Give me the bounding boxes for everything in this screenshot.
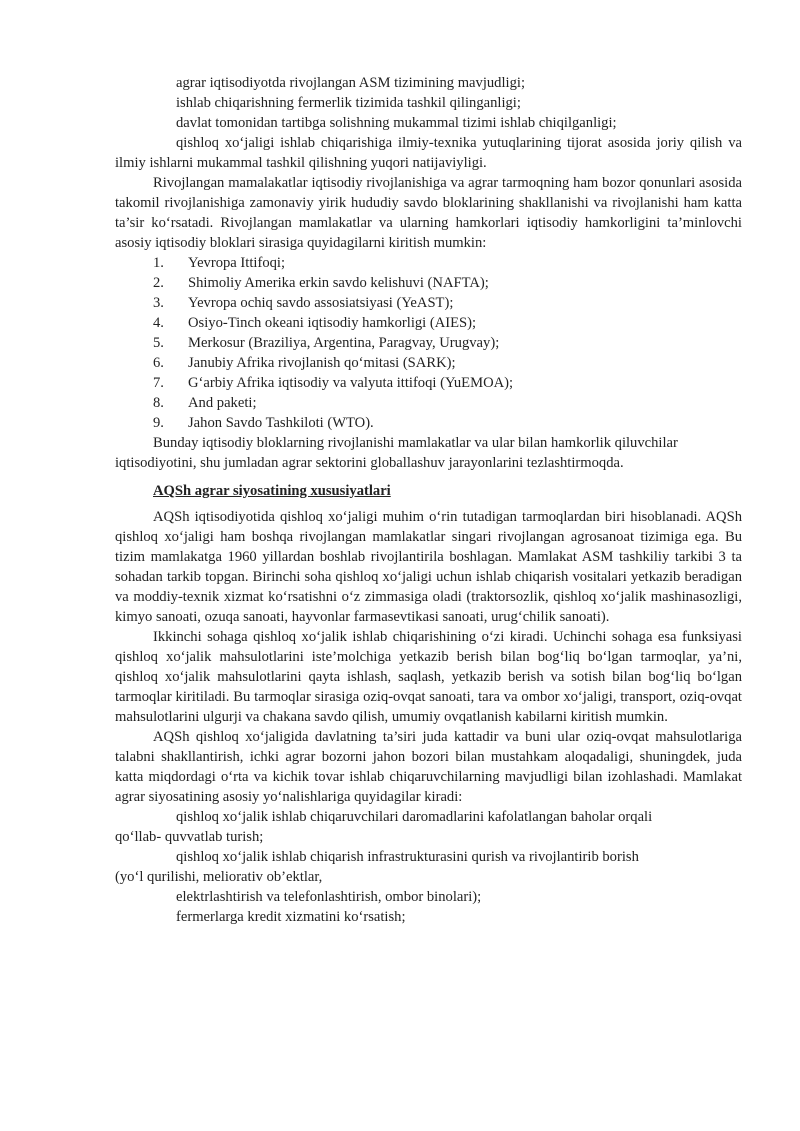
document-body [115, 73, 742, 927]
blocks-summary: Bunday iqtisodiy bloklarning rivojlanishi mamlakatlar va ular bilan hamkorlik qiluvchilar iqtisodiyotini, shu jumladan agrar sektorini globallashuv jarayonlarini tezlashtirmoqda. [115, 435, 678, 471]
section-paragraph: AQSh iqtisodiyotida qishloq xo‘jaligi muhim o‘rin tutadigan tarmoqlardan biri hisoblanadi. AQSh qishloq xo‘jaligi ham boshqa rivojlangan mamlakatlar singari rivojlangan agrosanoat tizimiga ega. Bu tizim mamlakatga 1960 yillardan boshlab rivojlantirila boshlagan. Mamlakat ASM tashkiliy tarkibi 3 ta sohadan tarkib topgan. Birinchi soha qishloq xo‘jaligi uchun ishlab chiqarish vositalari yetkazib beradigan va moddiy-texnik xizmat ko‘rsatishni o‘z zimmasiga oladi (traktorsozlik, qishloq xo‘jalik mashinasozligi, kimyo sanoati, ozuqa sanoati, hayvonlar farmasevtikasi sanoati, urug‘chilik sanoati). [115, 509, 742, 625]
list-text: Janubiy Afrika rivojlanish qo‘mitasi (SARK); [188, 355, 456, 371]
list-text: Merkosur (Braziliya, Argentina, Paragvay, Urugvay); [188, 335, 500, 351]
list-text: G‘arbiy Afrika iqtisodiy va valyuta ittifoqi (YuEMOA); [188, 375, 514, 391]
bullet-item: qishloq xo‘jaligi ishlab chiqarishiga ilmiy-texnika yutuqlarining tijorat asosida joriy qilish va ilmiy ishlarni mukammal tashkil qilishning yuqori natijaviyligi. [115, 135, 742, 171]
list-item [115, 333, 742, 353]
list-item [115, 373, 742, 393]
list-text: Shimoliy Amerika erkin savdo kelishuvi (NAFTA); [188, 275, 489, 291]
list-text: Jahon Savdo Tashkiloti (WTO). [188, 415, 374, 431]
policy-item: qishloq xo‘jalik ishlab chiqarish infrastrukturasini qurish va rivojlantirib borish [176, 849, 639, 865]
list-item [115, 353, 742, 373]
list-number: 7. [153, 375, 164, 391]
economic-blocks-list [115, 253, 742, 433]
section-paragraph: AQSh qishloq xo‘jaligida davlatning ta’siri juda kattadir va buni ular oziq-ovqat mahsulotlariga talabni shakllantirish, ichki agrar bozorni jahon bozori bilan mustahkam aloqadaligi, shuningdek, juda katta miqdordagi o‘rta va kichik tovar ishlab chiqaruvchilarning mavjudligi bilan izohlashadi. Mamlakat agrar siyosatining asosiy yo‘nalishlariga quyidagilar kiradi: [115, 729, 742, 805]
list-item [115, 273, 742, 293]
list-number: 6. [153, 355, 164, 371]
list-text: And paketi; [188, 395, 257, 411]
list-item [115, 293, 742, 313]
policy-item: elektrlashtirish va telefonlashtirish, ombor binolari); [176, 889, 482, 905]
policy-item-continuation: qo‘llab- quvvatlab turish; [115, 829, 264, 845]
list-item [115, 393, 742, 413]
list-number: 3. [153, 295, 164, 311]
list-number: 9. [153, 415, 164, 431]
bullet-item: agrar iqtisodiyotda rivojlangan ASM tizimining mavjudligi; [176, 75, 525, 91]
bullet-item: ishlab chiqarishning fermerlik tizimida tashkil qilinganligi; [176, 95, 521, 111]
list-item [115, 313, 742, 333]
list-item [115, 413, 742, 433]
list-item [115, 253, 742, 273]
list-number: 1. [153, 255, 164, 271]
list-text: Yevropa Ittifoqi; [188, 255, 286, 271]
list-number: 2. [153, 275, 164, 291]
section-paragraph: Ikkinchi sohaga qishloq xo‘jalik ishlab chiqarishining o‘zi kiradi. Uchinchi sohaga esa funksiyasi qishloq xo‘jalik mahsulotlarini iste’molchiga yetkazib berish bilan bog‘liq bo‘lgan tarmoqlar, ya’ni, qishloq xo‘jalik mahsulotlarini qayta ishlash, saqlash, yetkazib berish va sotish bilan bog‘liq bo‘lgan tarmoqlar kiritiladi. Bu tarmoqlar sirasiga oziq-ovqat sanoati, tara va ombor xo‘jaligi, transport, oziq-ovqat mahsulotlarini ulgurji va chakana savdo qilish, umumiy ovqatlanish kabilarni kiritish mumkin. [115, 629, 742, 725]
list-number: 8. [153, 395, 164, 411]
list-number: 4. [153, 315, 164, 331]
list-number: 5. [153, 335, 164, 351]
section-heading: AQSh agrar siyosatining xususiyatlari [153, 483, 391, 499]
intro-paragraph: Rivojlangan mamalakatlar iqtisodiy rivojlanishiga va agrar tarmoqning ham bozor qonunlari asosida takomil rivojlanishiga zamonaviy yirik hududiy savdo bloklarining shakllanishi va rivojlanishi ham katta ta’sir ko‘rsatadi. Rivojlangan mamlakatlar va ularning hamkorlari iqtisodiy hamkorligini ta’minlovchi asosiy iqtisodiy bloklari sirasiga quyidagilarni kiritish mumkin: [115, 175, 742, 251]
policy-item: qishloq xo‘jalik ishlab chiqaruvchilari daromadlarini kafolatlangan baholar orqali [176, 809, 653, 825]
bullet-item: davlat tomonidan tartibga solishning mukammal tizimi ishlab chiqilganligi; [176, 115, 617, 131]
policy-item-continuation: (yo‘l qurilishi, meliorativ ob’ektlar, [115, 869, 323, 885]
policy-item: fermerlarga kredit xizmatini ko‘rsatish; [176, 909, 406, 925]
list-text: Yevropa ochiq savdo assosiatsiyasi (YeAST); [188, 295, 454, 311]
list-text: Osiyo-Tinch okeani iqtisodiy hamkorligi (AIES); [188, 315, 477, 331]
